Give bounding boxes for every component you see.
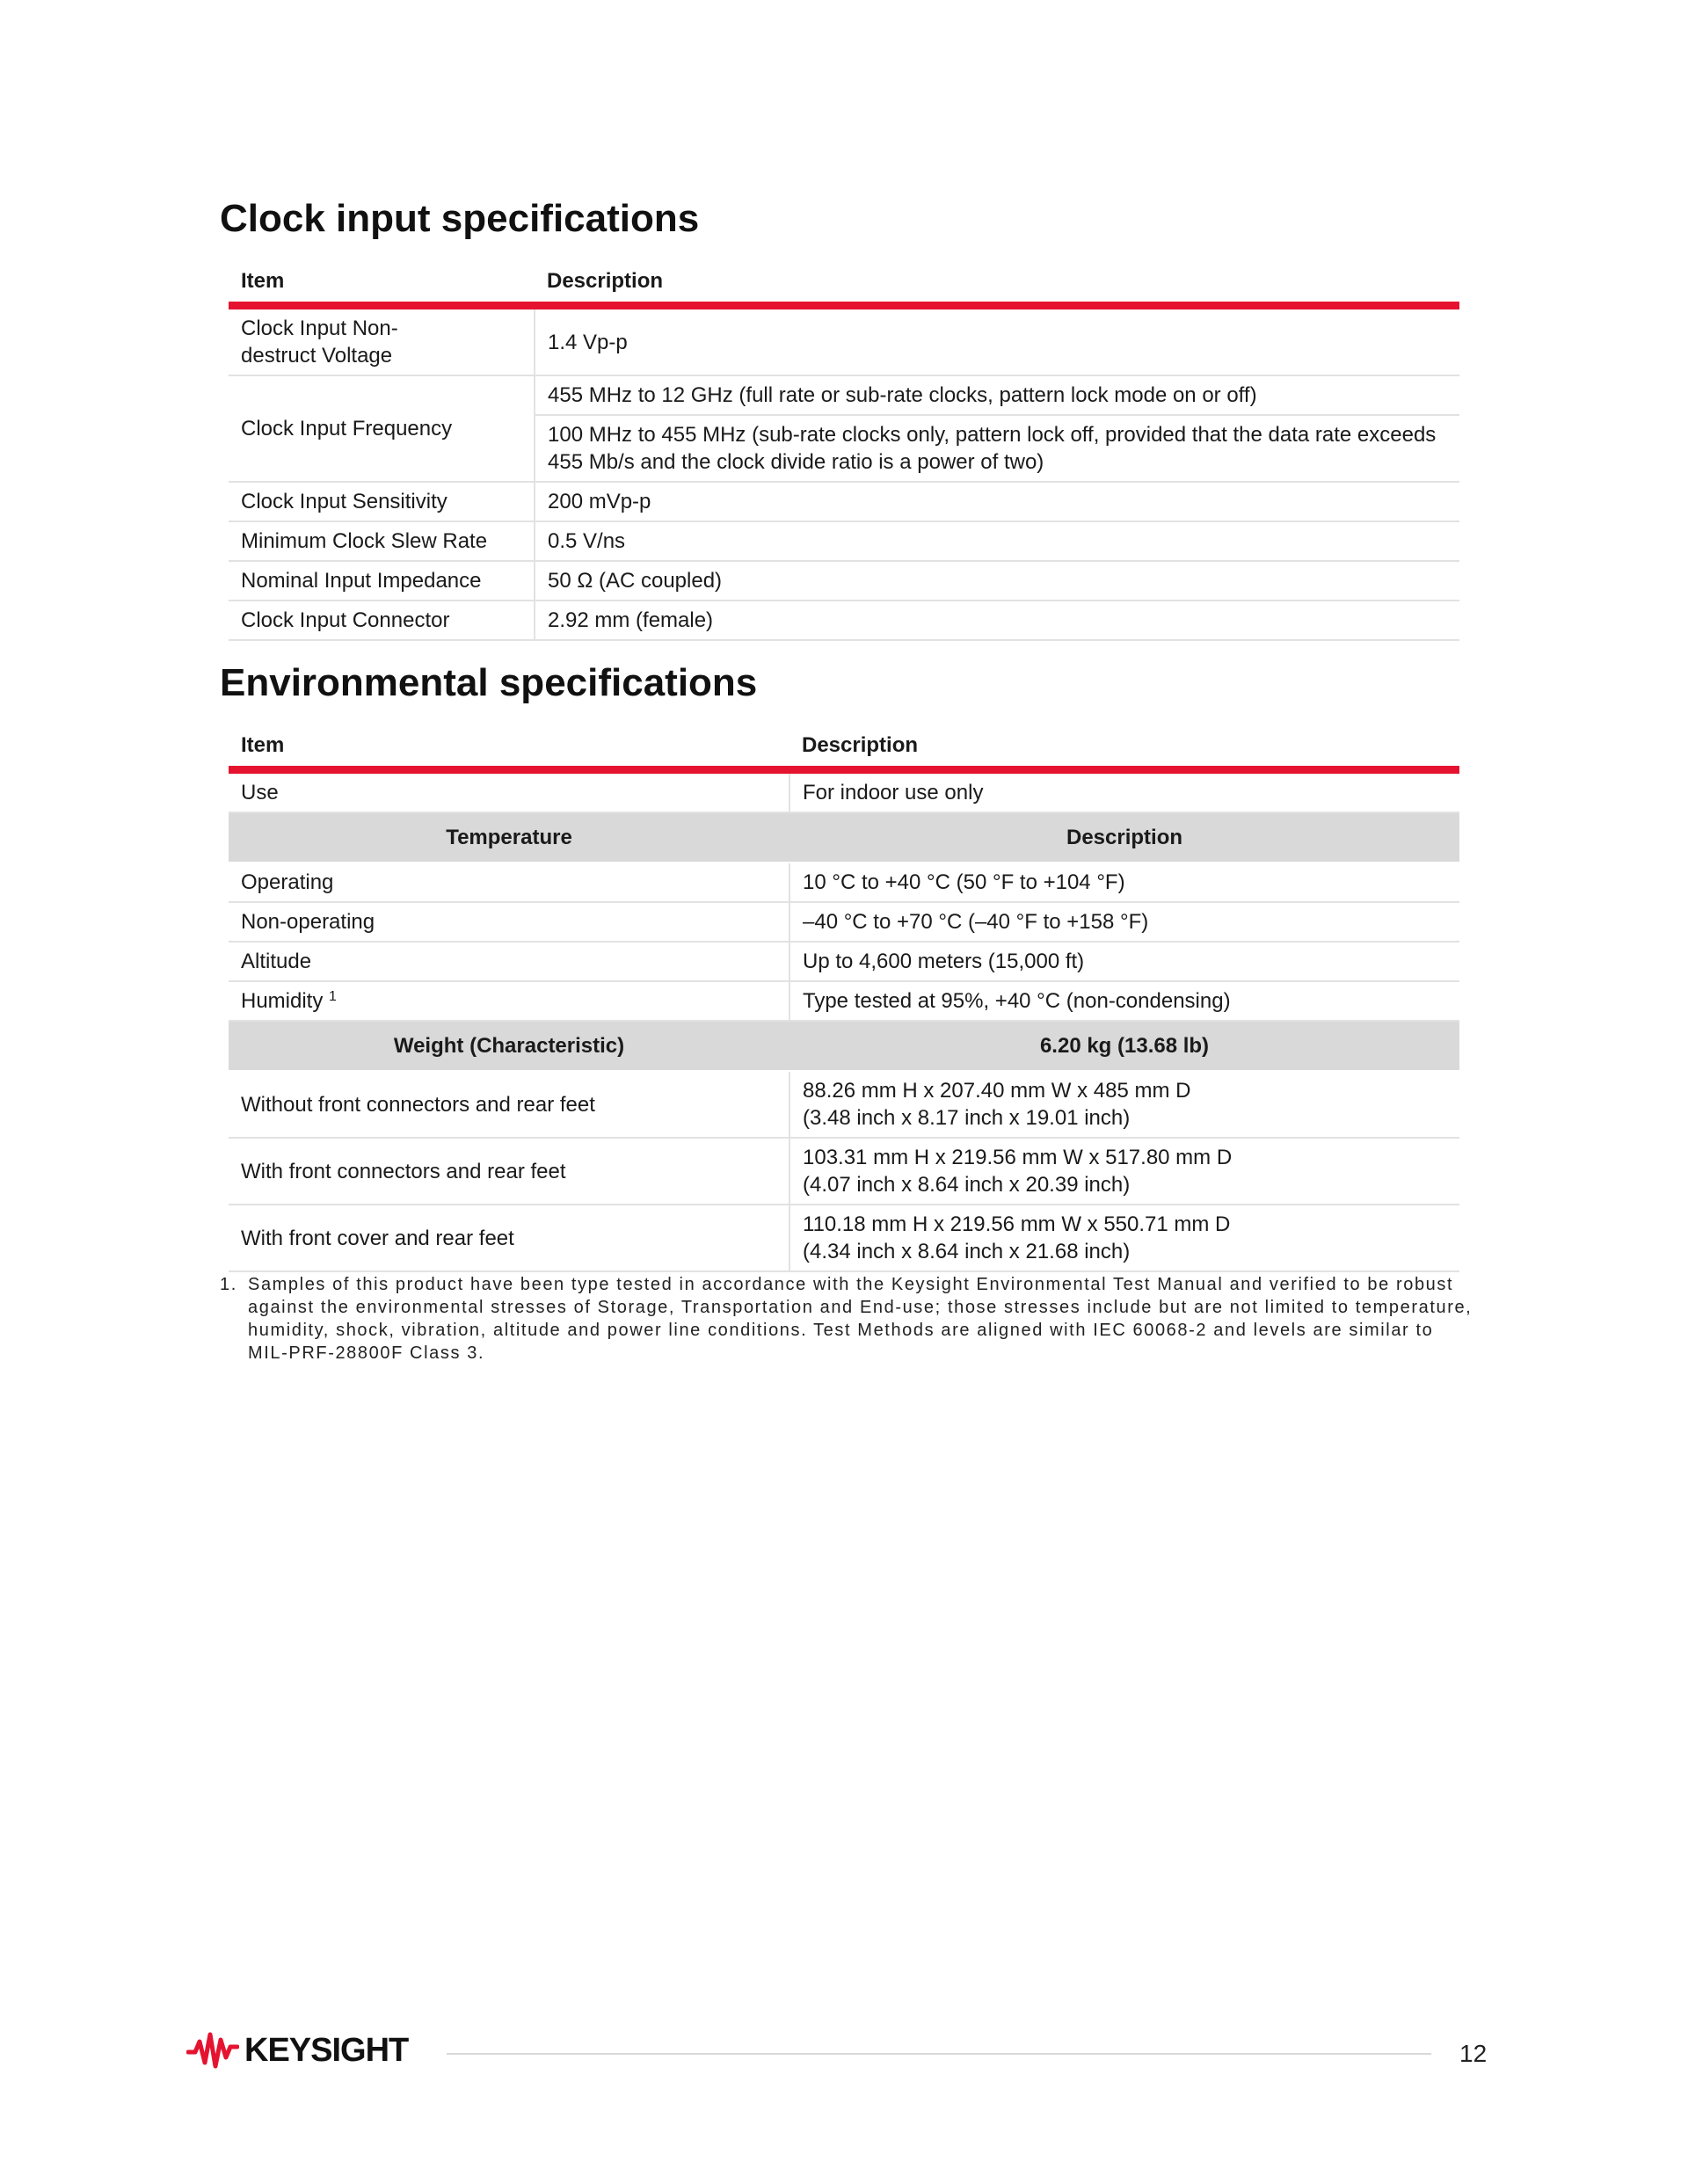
subheader-description: Description <box>789 812 1459 863</box>
row-item <box>229 981 789 1021</box>
table-row <box>229 306 1459 376</box>
table-row <box>229 601 1459 640</box>
row-description: –40 °C to +70 °C (–40 °F to +158 °F) <box>789 902 1459 942</box>
table-row <box>229 1071 1459 1138</box>
dimension-metric: 110.18 mm H x 219.56 mm W x 550.71 mm D <box>803 1212 1231 1236</box>
subheader-item: Weight (Characteristic) <box>229 1021 789 1071</box>
row-description: 50 Ω (AC coupled) <box>535 561 1459 601</box>
row-description: 10 °C to +40 °C (50 °F to +104 °F) <box>789 863 1459 902</box>
keysight-wave-icon <box>186 2031 239 2070</box>
table-header-row <box>229 260 1459 306</box>
row-item-text: Humidity <box>241 989 324 1013</box>
dimension-metric: 103.31 mm H x 219.56 mm W x 517.80 mm D <box>803 1146 1233 1169</box>
row-item: With front connectors and rear feet <box>229 1138 789 1205</box>
dimension-imperial: (4.34 inch x 8.64 inch x 21.68 inch) <box>803 1240 1131 1263</box>
row-item: Without front connectors and rear feet <box>229 1071 789 1138</box>
table-row <box>229 981 1459 1021</box>
table-row <box>229 375 1459 415</box>
header-description: Description <box>535 260 1459 306</box>
header-item: Item <box>229 724 789 770</box>
row-description <box>789 1205 1459 1271</box>
table-row <box>229 942 1459 981</box>
row-item: Use <box>229 770 789 813</box>
table-row <box>229 863 1459 902</box>
row-item: Non-operating <box>229 902 789 942</box>
subheader-description: 6.20 kg (13.68 lb) <box>789 1021 1459 1071</box>
row-description: 2.92 mm (female) <box>535 601 1459 640</box>
clock-spec-table <box>229 260 1459 641</box>
row-item: Clock Input Sensitivity <box>229 482 535 521</box>
dimension-imperial: (3.48 inch x 8.17 inch x 19.01 inch) <box>803 1106 1131 1130</box>
header-item: Item <box>229 260 535 306</box>
footnote-text: Samples of this product have been type tested in accordance with the Keysight Environmental Test Manual and verified to be robust against the environmental stresses of Storage, Transportation and End-use; those stresses include but are not limited to temperature, humidity, shock, vibration, altitude and power line conditions. Test Methods are aligned with IEC 60068-2 and levels are similar to MIL-PRF-28800F Class 3. <box>248 1275 1473 1363</box>
weight-subheader-row <box>229 1021 1459 1071</box>
table-row <box>229 1138 1459 1205</box>
footer-divider <box>447 2053 1431 2055</box>
environmental-spec-table <box>229 724 1459 1272</box>
table-row <box>229 1205 1459 1271</box>
keysight-logo <box>186 2031 408 2070</box>
row-description: 0.5 V/ns <box>535 521 1459 561</box>
row-item-text: Clock Input Non-destruct Voltage <box>241 317 398 368</box>
row-item: Altitude <box>229 942 789 981</box>
page-number: 12 <box>1459 2040 1488 2067</box>
temperature-subheader-row <box>229 812 1459 863</box>
footnote-number: 1. <box>220 1275 237 1294</box>
dimension-imperial: (4.07 inch x 8.64 inch x 20.39 inch) <box>803 1173 1131 1197</box>
row-item: Operating <box>229 863 789 902</box>
dimension-metric: 88.26 mm H x 207.40 mm W x 485 mm D <box>803 1079 1191 1103</box>
row-description: 200 mVp-p <box>535 482 1459 521</box>
table-row <box>229 770 1459 813</box>
row-item: Clock Input Connector <box>229 601 535 640</box>
clock-section-title: Clock input specifications <box>220 197 700 240</box>
row-item: Minimum Clock Slew Rate <box>229 521 535 561</box>
environmental-section-title: Environmental specifications <box>220 661 758 704</box>
row-description: Up to 4,600 meters (15,000 ft) <box>789 942 1459 981</box>
subheader-item: Temperature <box>229 812 789 863</box>
row-description <box>789 1071 1459 1138</box>
brand-name: KEYSIGHT <box>244 2031 409 2069</box>
row-item: Clock Input Frequency <box>229 375 535 482</box>
table-row <box>229 521 1459 561</box>
row-description: 1.4 Vp-p <box>535 306 1459 376</box>
table-row <box>229 482 1459 521</box>
footnote-ref: 1 <box>329 989 337 1004</box>
row-description: 455 MHz to 12 GHz (full rate or sub-rate clocks, pattern lock mode on or off) <box>535 375 1459 415</box>
table-row <box>229 561 1459 601</box>
table-header-row <box>229 724 1459 770</box>
footnote <box>220 1273 1477 1365</box>
row-description <box>789 1138 1459 1205</box>
table-row <box>229 902 1459 942</box>
row-description: Type tested at 95%, +40 °C (non-condensing) <box>789 981 1459 1021</box>
row-item <box>229 306 535 376</box>
row-item: With front cover and rear feet <box>229 1205 789 1271</box>
row-description: For indoor use only <box>789 770 1459 813</box>
row-description: 100 MHz to 455 MHz (sub-rate clocks only, pattern lock off, provided that the data rate exceeds 455 Mb/s and the clock divide ratio is a power of two) <box>535 415 1459 482</box>
header-description: Description <box>789 724 1459 770</box>
row-item: Nominal Input Impedance <box>229 561 535 601</box>
